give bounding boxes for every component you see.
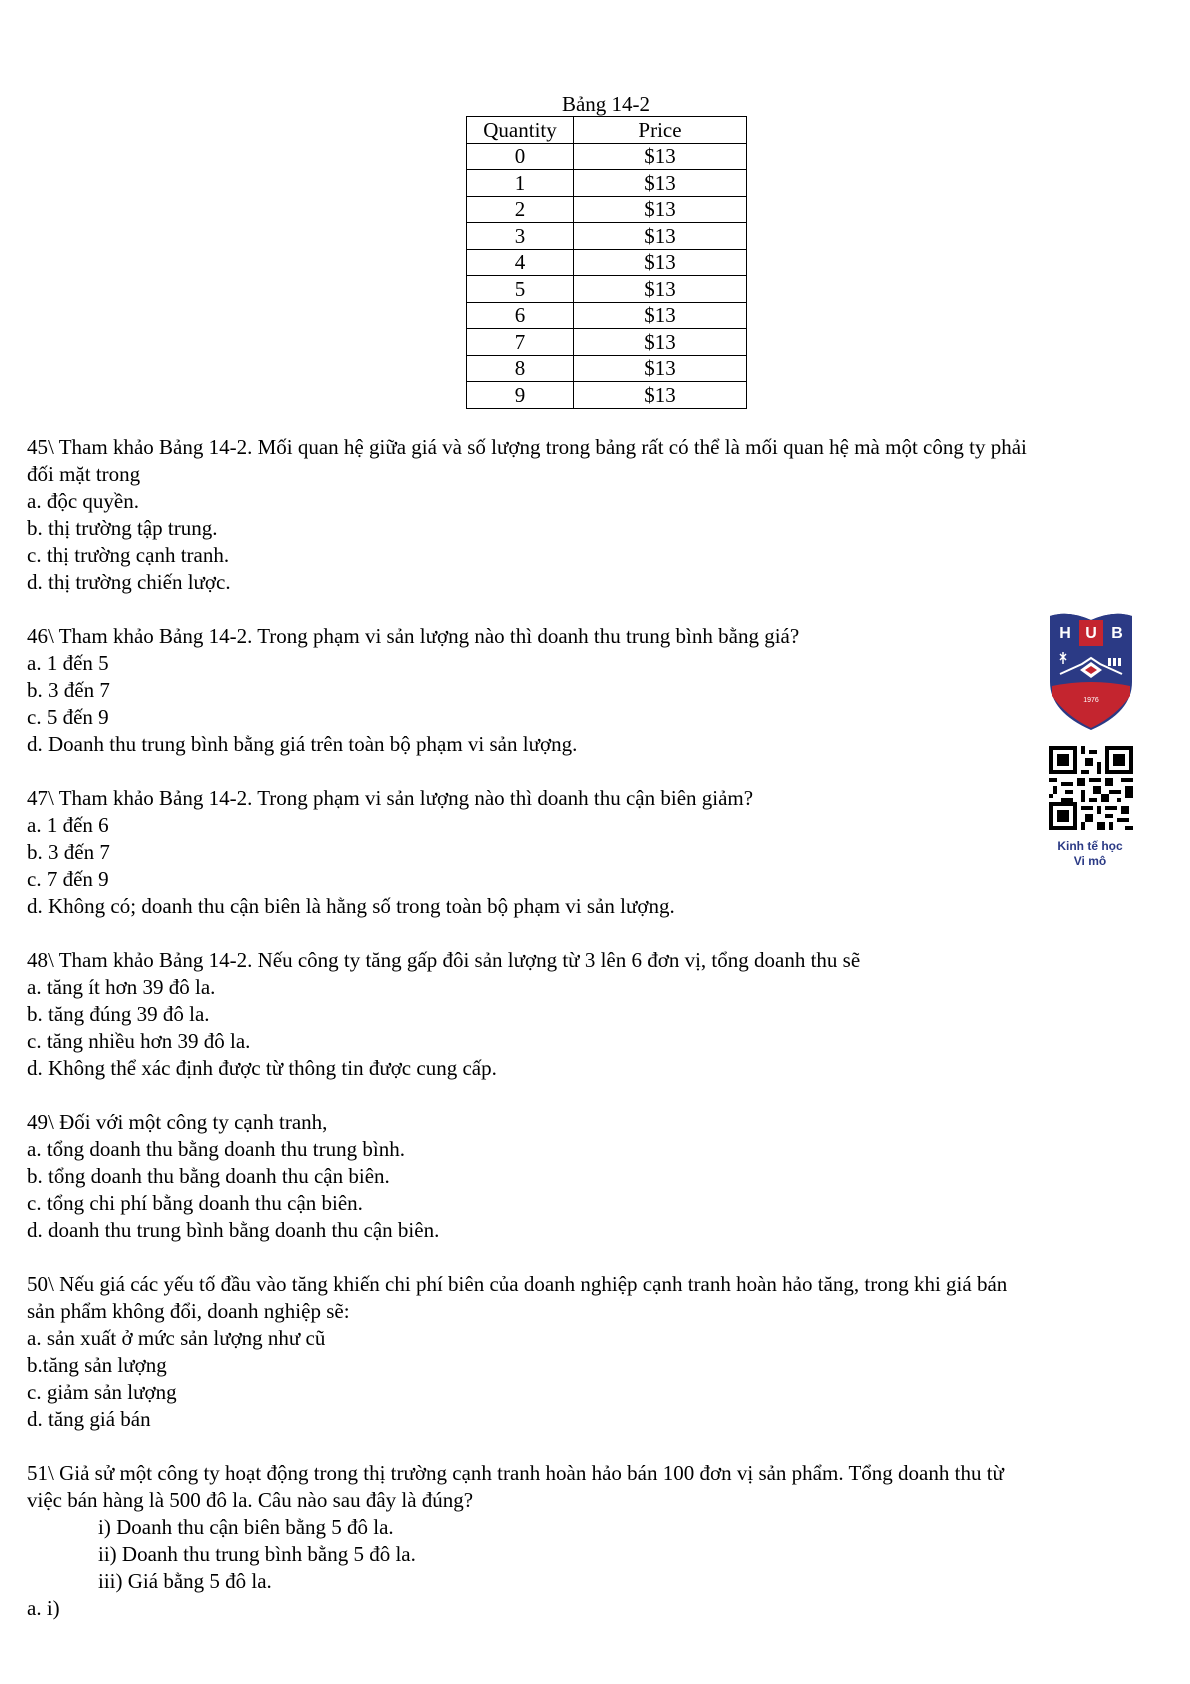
question-block [27, 434, 1177, 596]
qr-code-icon [1049, 746, 1133, 830]
quantity-cell: 5 [467, 276, 574, 303]
answer-option: b. thị trường tập trung. [27, 516, 218, 540]
price-cell: $13 [574, 276, 747, 303]
table-row [467, 143, 747, 170]
quantity-cell: 1 [467, 170, 574, 197]
answer-option: b.tăng sản lượng [27, 1353, 167, 1377]
quantity-cell: 8 [467, 355, 574, 382]
question-block [27, 1460, 1177, 1622]
question-stem-line: 46\ Tham khảo Bảng 14-2. Trong phạm vi sản lượng nào thì doanh thu trung bình bằng giá? [27, 624, 800, 648]
question-stem-line: 47\ Tham khảo Bảng 14-2. Trong phạm vi sản lượng nào thì doanh thu cận biên giảm? [27, 786, 754, 810]
table-row [467, 249, 747, 276]
answer-option: a. 1 đến 5 [27, 651, 109, 675]
statement-item: iii) Giá bằng 5 đô la. [98, 1569, 272, 1593]
table-row [467, 355, 747, 382]
table-row [467, 382, 747, 409]
answer-option: a. 1 đến 6 [27, 813, 109, 837]
table-row [467, 196, 747, 223]
logo-caption [1040, 839, 1140, 869]
question-stem-line: 45\ Tham khảo Bảng 14-2. Mối quan hệ giữa giá và số lượng trong bảng rất có thể là mối quan hệ mà một công ty phải [27, 435, 1027, 459]
answer-option: c. tăng nhiều hơn 39 đô la. [27, 1029, 251, 1053]
price-cell: $13 [574, 223, 747, 250]
column-header-quantity: Quantity [467, 117, 574, 144]
answer-option: d. Không có; doanh thu cận biên là hằng số trong toàn bộ phạm vi sản lượng. [27, 894, 675, 918]
quantity-cell: 7 [467, 329, 574, 356]
table-caption: Bảng 14-2 [561, 92, 651, 116]
answer-option: d. Không thể xác định được từ thông tin được cung cấp. [27, 1056, 497, 1080]
price-quantity-table [466, 116, 747, 409]
answer-option: a. sản xuất ở mức sản lượng như cũ [27, 1326, 326, 1350]
answer-option: c. tổng chi phí bằng doanh thu cận biên. [27, 1191, 363, 1215]
answer-option: b. tăng đúng 39 đô la. [27, 1002, 210, 1026]
quantity-cell: 4 [467, 249, 574, 276]
quantity-cell: 2 [467, 196, 574, 223]
price-cell: $13 [574, 196, 747, 223]
quantity-cell: 0 [467, 143, 574, 170]
quantity-cell: 3 [467, 223, 574, 250]
table-row [467, 170, 747, 197]
statement-item: i) Doanh thu cận biên bằng 5 đô la. [98, 1515, 394, 1539]
table-row [467, 329, 747, 356]
price-cell: $13 [574, 302, 747, 329]
svg-text:1976: 1976 [1083, 697, 1099, 704]
table-header-row [467, 117, 747, 144]
table-row [467, 302, 747, 329]
quantity-cell: 9 [467, 382, 574, 409]
answer-option: b. 3 đến 7 [27, 678, 110, 702]
answer-option: a. tổng doanh thu bằng doanh thu trung bình. [27, 1137, 405, 1161]
price-cell: $13 [574, 249, 747, 276]
price-cell: $13 [574, 355, 747, 382]
table-row [467, 276, 747, 303]
question-block [27, 785, 1177, 920]
question-stem-line: 48\ Tham khảo Bảng 14-2. Nếu công ty tăng gấp đôi sản lượng từ 3 lên 6 đơn vị, tổng doanh thu sẽ [27, 948, 861, 972]
svg-text:U: U [1085, 625, 1097, 642]
question-block [27, 947, 1177, 1082]
question-stem-line: 51\ Giả sử một công ty hoạt động trong thị trường cạnh tranh hoàn hảo bán 100 đơn vị sản phẩm. Tổng doanh thu từ [27, 1461, 1004, 1485]
answer-option: b. 3 đến 7 [27, 840, 110, 864]
question-stem-line: đối mặt trong [27, 462, 141, 486]
answer-option: d. tăng giá bán [27, 1407, 151, 1431]
question-stem-line: 50\ Nếu giá các yếu tố đầu vào tăng khiến chi phí biên của doanh nghiệp cạnh tranh hoàn hảo tăng, trong khi giá bán [27, 1272, 1008, 1296]
answer-option: a. tăng ít hơn 39 đô la. [27, 975, 216, 999]
hub-logo-icon [1046, 612, 1136, 732]
price-cell: $13 [574, 382, 747, 409]
column-header-price: Price [574, 117, 747, 144]
price-cell: $13 [574, 143, 747, 170]
answer-option: c. 5 đến 9 [27, 705, 109, 729]
logo-caption-line2: Vi mô [1073, 854, 1107, 868]
answer-option: d. thị trường chiến lược. [27, 570, 231, 594]
table-row [467, 223, 747, 250]
answer-option: b. tổng doanh thu bằng doanh thu cận biên. [27, 1164, 390, 1188]
question-block [27, 1109, 1177, 1244]
quantity-cell: 6 [467, 302, 574, 329]
question-stem-line: sản phẩm không đổi, doanh nghiệp sẽ: [27, 1299, 350, 1323]
price-cell: $13 [574, 329, 747, 356]
logo-caption-line1: Kinh tế học [1057, 839, 1123, 853]
price-cell: $13 [574, 170, 747, 197]
answer-option: a. độc quyền. [27, 489, 139, 513]
answer-option: c. giảm sản lượng [27, 1380, 177, 1404]
question-stem-line: 49\ Đối với một công ty cạnh tranh, [27, 1110, 328, 1134]
question-block [27, 623, 1177, 758]
question-stem-line: việc bán hàng là 500 đô la. Câu nào sau đây là đúng? [27, 1488, 474, 1512]
statement-item: ii) Doanh thu trung bình bằng 5 đô la. [98, 1542, 416, 1566]
answer-option: a. i) [27, 1596, 60, 1620]
answer-option: d. Doanh thu trung bình bằng giá trên toàn bộ phạm vi sản lượng. [27, 732, 578, 756]
answer-option: d. doanh thu trung bình bằng doanh thu cận biên. [27, 1218, 440, 1242]
question-list [27, 434, 1177, 1649]
answer-option: c. thị trường cạnh tranh. [27, 543, 230, 567]
svg-text:B: B [1111, 625, 1123, 642]
answer-option: c. 7 đến 9 [27, 867, 109, 891]
svg-text:H: H [1059, 625, 1071, 642]
question-block [27, 1271, 1177, 1433]
